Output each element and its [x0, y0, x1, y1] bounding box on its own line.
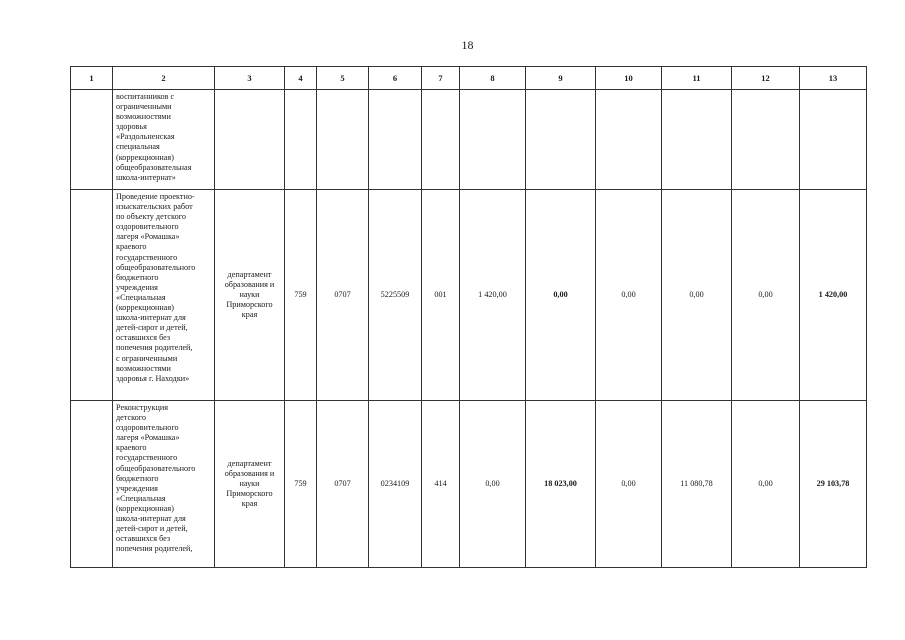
- table-cell: 0,00: [732, 401, 800, 568]
- column-header: 10: [596, 67, 662, 90]
- table-cell: [800, 90, 867, 190]
- column-header: 12: [732, 67, 800, 90]
- table-cell: [460, 90, 526, 190]
- table-cell: 414: [422, 401, 460, 568]
- table-cell: 759: [285, 401, 317, 568]
- table-header-row: [71, 67, 867, 90]
- table-cell: 0,00: [732, 190, 800, 401]
- table-cell: [596, 90, 662, 190]
- table-cell: 18 023,00: [526, 401, 596, 568]
- department-cell: [215, 90, 285, 190]
- column-header: 8: [460, 67, 526, 90]
- row-number-cell: [71, 90, 113, 190]
- table-row: [71, 190, 867, 401]
- column-header: 7: [422, 67, 460, 90]
- column-header: 11: [662, 67, 732, 90]
- description-cell: Реконструкция детского оздоровительного лагеря «Ромашка» краевого государственного общеобразовательного бюджетного учреждения «Специальная (коррекционная) школа-интернат для детей-сирот и детей, оставшихся без попечения родителей,: [113, 401, 215, 568]
- table-cell: 759: [285, 190, 317, 401]
- table-cell: [285, 90, 317, 190]
- table-cell: 11 080,78: [662, 401, 732, 568]
- table-cell: [369, 90, 422, 190]
- description-cell: Проведение проектно- изыскательских работ по объекту детского оздоровительного лагеря «Ромашка» краевого государственного общеобразовательного бюджетного учреждения «Специальная (коррекционная) школа-интернат для детей-сирот и детей, оставшихся без попечения родителей, с ограниченными возможностями здоровья г. Находки»: [113, 190, 215, 401]
- table-cell: 1 420,00: [460, 190, 526, 401]
- table-cell: 001: [422, 190, 460, 401]
- table-cell: 5225509: [369, 190, 422, 401]
- table-cell: [662, 90, 732, 190]
- table-row: [71, 90, 867, 190]
- budget-table: [70, 66, 867, 568]
- row-number-cell: [71, 190, 113, 401]
- total-cell: 1 420,00: [800, 190, 867, 401]
- department-cell: департамент образования и науки Приморского края: [215, 190, 285, 401]
- row-number-cell: [71, 401, 113, 568]
- column-header: 13: [800, 67, 867, 90]
- column-header: 1: [71, 67, 113, 90]
- column-header: 3: [215, 67, 285, 90]
- table-cell: 0,00: [460, 401, 526, 568]
- table-cell: [526, 90, 596, 190]
- column-header: 2: [113, 67, 215, 90]
- department-cell: департамент образования и науки Приморского края: [215, 401, 285, 568]
- column-header: 4: [285, 67, 317, 90]
- table-cell: 0,00: [526, 190, 596, 401]
- total-cell: 29 103,78: [800, 401, 867, 568]
- table-cell: 0707: [317, 401, 369, 568]
- table-cell: 0,00: [596, 190, 662, 401]
- table-cell: 0234109: [369, 401, 422, 568]
- table-row: [71, 401, 867, 568]
- column-header: 9: [526, 67, 596, 90]
- column-header: 6: [369, 67, 422, 90]
- table-cell: 0,00: [596, 401, 662, 568]
- table-cell: [317, 90, 369, 190]
- column-header: 5: [317, 67, 369, 90]
- table-cell: [422, 90, 460, 190]
- page-number: 18: [461, 38, 474, 52]
- table-cell: [732, 90, 800, 190]
- table-cell: 0,00: [662, 190, 732, 401]
- description-cell: воспитанников с ограниченными возможностями здоровья «Раздольненская специальная (коррекционная) общеобразовательная школа-интернат»: [113, 90, 215, 190]
- table-cell: 0707: [317, 190, 369, 401]
